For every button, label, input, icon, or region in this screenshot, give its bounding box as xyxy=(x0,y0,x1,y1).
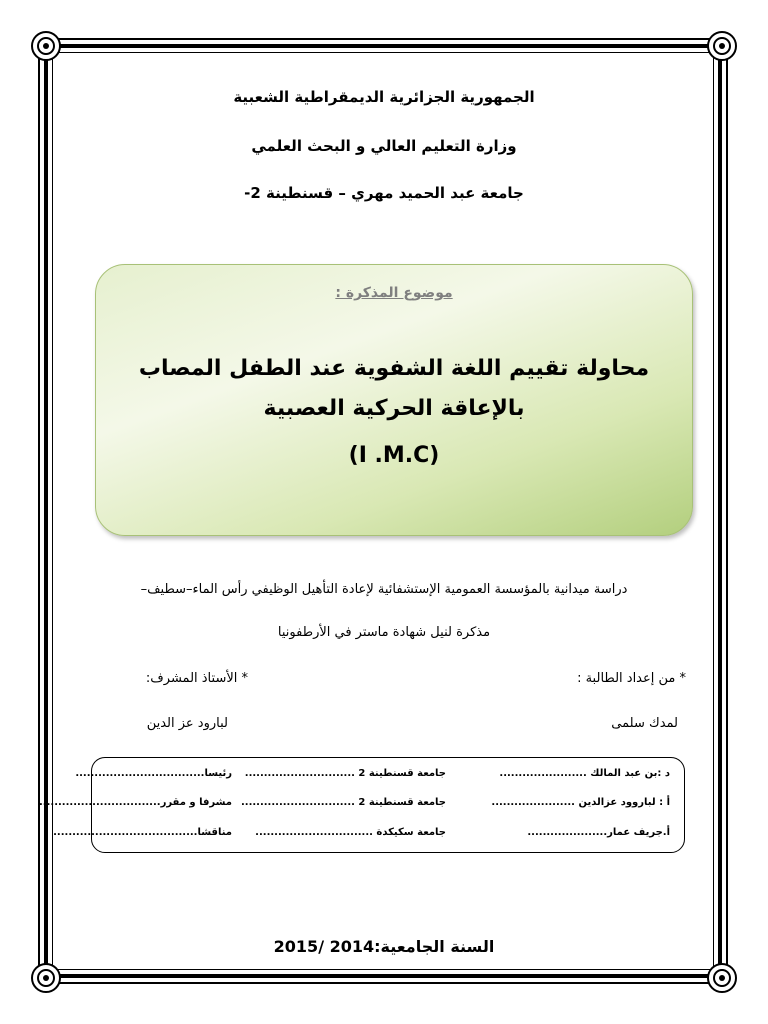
jury-member-role: مناقشا...................................... xyxy=(53,827,232,838)
jury-member-university: جامعة سكيكدة ............................... xyxy=(255,827,446,838)
study-description: دراسة ميدانية بالمؤسسة العمومية الإستشفائية لإعادة التأهيل الوظيفي رأس الماء–سطيف– xyxy=(140,582,628,597)
corner-ornament-icon xyxy=(31,31,61,61)
thesis-abbreviation: (I .M.C) xyxy=(348,443,440,468)
jury-member-role: مشرفا و مقرر................................ xyxy=(39,797,232,808)
topic-label: موضوع المذكرة : xyxy=(335,285,453,301)
republic-name: الجمهورية الجزائرية الديمقراطية الشعبية xyxy=(233,88,535,106)
jury-member-name: د :بن عبد المالك ....................... xyxy=(499,768,670,779)
corner-ornament-icon xyxy=(707,963,737,993)
corner-ornament-icon xyxy=(707,31,737,61)
degree-description: مذكرة لنيل شهادة ماستر في الأرطفونيا xyxy=(277,625,491,640)
jury-box xyxy=(39,757,685,853)
student-name: لمدك سلمى xyxy=(611,716,678,731)
ministry-name: وزارة التعليم العالي و البحث العلمي xyxy=(251,137,517,155)
corner-ornament-icon xyxy=(31,963,61,993)
thesis-topic-box xyxy=(95,264,693,536)
jury-member-university: جامعة قسنطينة 2 ............................. xyxy=(244,768,446,779)
university-name: جامعة عبد الحميد مهري – قسنطينة 2- xyxy=(244,184,524,202)
prepared-by-label: * من إعداد الطالبة : xyxy=(577,671,686,686)
jury-member-university: جامعة قسنطينة 2 .............................. xyxy=(240,797,446,808)
jury-member-name: أ.جريف عمار..................... xyxy=(527,827,670,838)
supervisor-name: لبارود عز الدين xyxy=(146,716,228,731)
academic-year: السنة الجامعية:2014 /2015 xyxy=(273,937,495,956)
supervisor-label: * الأستاذ المشرف: xyxy=(145,671,248,686)
jury-member-role: رئيسا.................................. xyxy=(75,768,232,779)
thesis-title: محاولة تقييم اللغة الشفوية عند الطفل المصاب بالإعاقة الحركية العصبية xyxy=(138,356,650,421)
jury-member-name: أ : لباروود عزالدين ...................... xyxy=(491,797,670,808)
